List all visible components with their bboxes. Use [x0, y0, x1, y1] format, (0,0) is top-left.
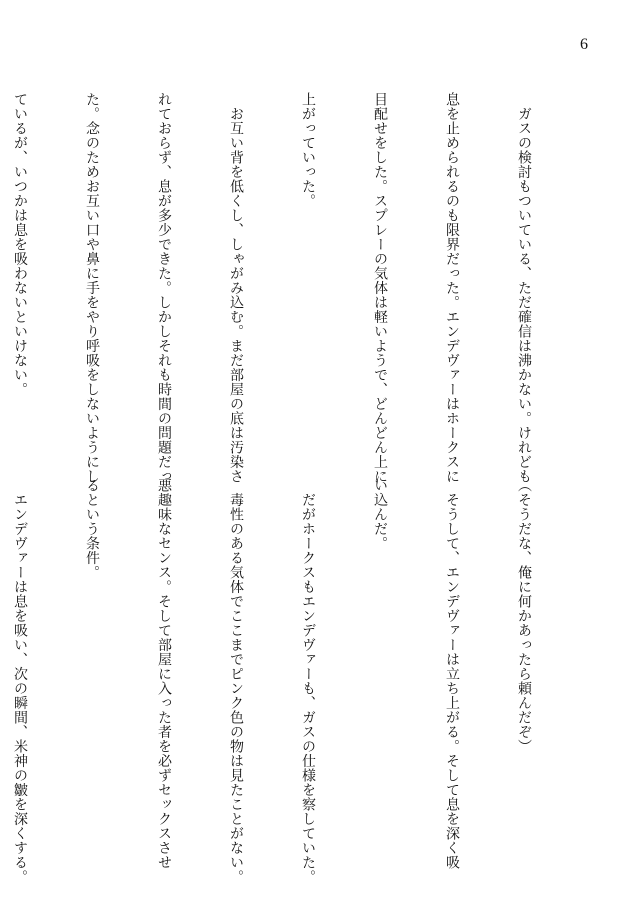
text-line: そうして、エンデヴァーは立ち上がる。そして息を深く吸 — [444, 478, 460, 870]
text-line: 息を止められるのも限界だった。エンデヴァーはホークスに — [444, 92, 460, 484]
text-line: お互い背を低くし、しゃがみ込む。まだ部屋の底は汚染さ — [228, 92, 244, 484]
text-line: 毒性のある気体でここまでピンク色の物は見たことがない。 — [228, 478, 244, 884]
text-line: れておらず、息が多少できた。しかしそれも時間の問題だっ — [156, 92, 172, 484]
lower-text-block — [12, 478, 584, 884]
upper-text-block — [12, 92, 584, 484]
text-line: 上がっていった。 — [300, 92, 316, 208]
text-line: （そうだな、俺に何かあったら頼んだぞ） — [516, 478, 532, 754]
text-line: だがホークスもエンデヴァーも、ガスの仕様を察していた。 — [300, 478, 316, 884]
text-line: ているが、いつかは息を吸わないといけない。 — [12, 92, 28, 397]
text-line: るという条件。 — [84, 478, 100, 580]
text-line: 悪趣味なセンス。そして部屋に入った者を必ずセックスさせ — [156, 478, 172, 870]
text-line: い込んだ。 — [372, 478, 388, 551]
page-number: 6 — [580, 36, 588, 53]
text-line: ガスの検討もついている、ただ確信は沸かない。けれども — [516, 92, 532, 484]
text-line: 目配せをした。スプレーの気体は軽いようで、どんどん上に — [372, 92, 388, 484]
text-line: た。念のためお互い口や鼻に手をやり呼吸をしないようにし — [84, 92, 100, 484]
text-line: エンデヴァーは息を吸い、次の瞬間、米神の皺を深くする。 — [12, 478, 28, 884]
